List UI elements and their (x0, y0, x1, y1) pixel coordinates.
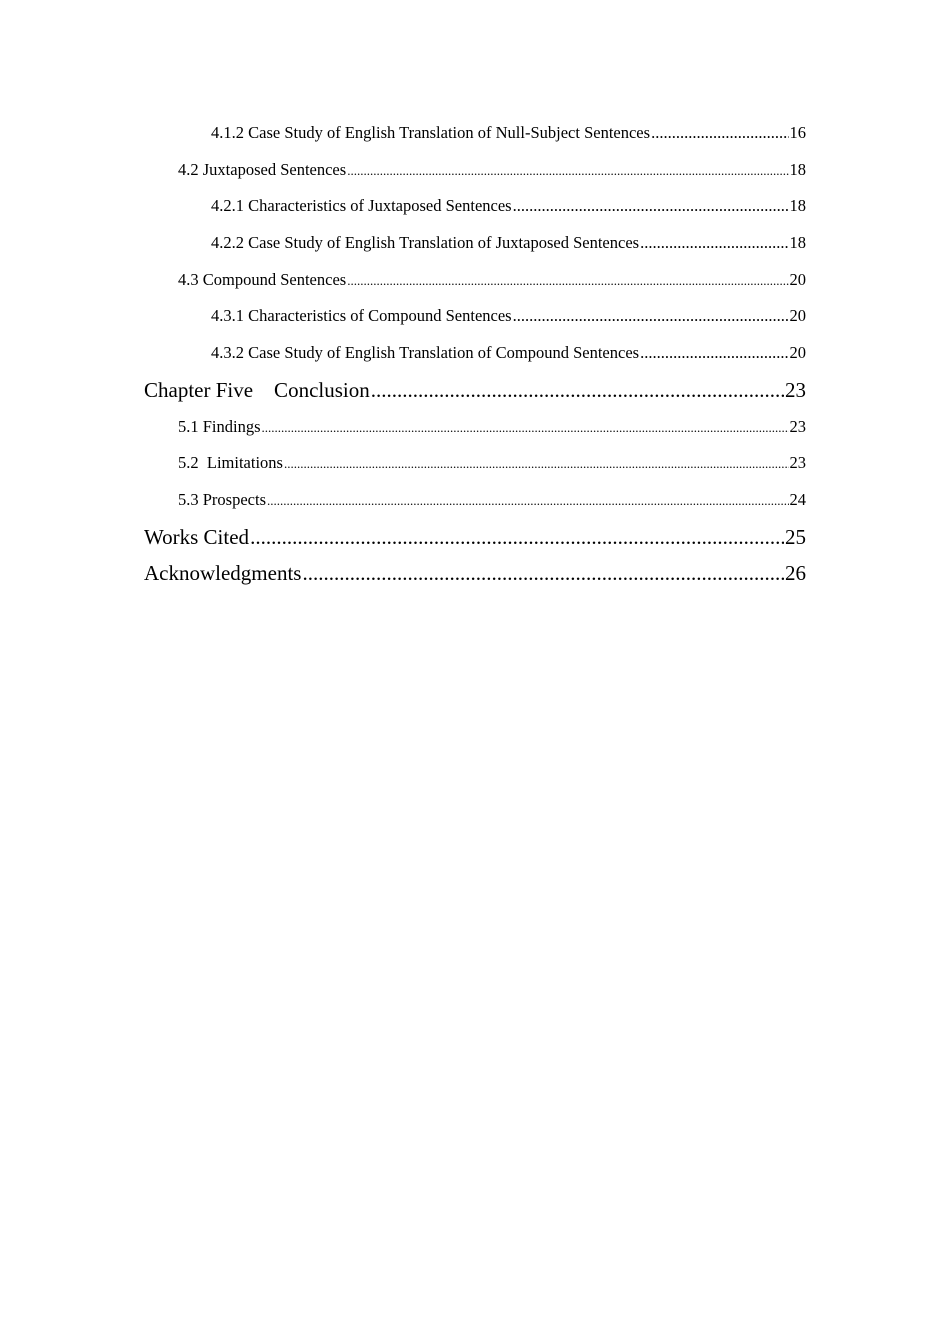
toc-entry-page: 18 (789, 159, 806, 179)
toc-entry-page: 25 (785, 524, 806, 549)
toc-entry-title: 4.2 Juxtaposed Sentences (178, 159, 347, 179)
toc-entry-page: 16 (789, 123, 806, 142)
toc-entry-works-cited[interactable] (144, 524, 806, 561)
toc-entry-page: 20 (789, 306, 806, 326)
dot-leader (513, 193, 789, 219)
dot-leader (347, 158, 788, 184)
toc-entry-title: 4.3 Compound Sentences (178, 269, 347, 289)
toc-entry-acknowledgments[interactable] (144, 560, 806, 597)
toc-entry-title: 4.2.1 Characteristics of Juxtaposed Sentences (211, 196, 512, 216)
dot-leader (651, 120, 788, 146)
dot-leader (262, 415, 789, 441)
toc-entry-title: Acknowledgments (144, 561, 302, 586)
toc-entry-4-3[interactable] (144, 267, 806, 304)
toc-entry-5-3[interactable] (144, 487, 806, 524)
toc-entry-4-2-2[interactable] (144, 230, 806, 267)
toc-entry-chapter-five[interactable] (144, 377, 806, 414)
toc-entry-page: 23 (789, 453, 806, 473)
toc-entry-4-1-2[interactable] (144, 120, 806, 157)
toc-entry-page: 20 (789, 343, 806, 363)
toc-entry-title: Works Cited (144, 524, 250, 549)
toc-entry-page: 23 (785, 377, 806, 402)
toc-entry-title: 4.1.2 Case Study of English Translation of Null-Subject Sentences (211, 123, 651, 142)
dot-leader (267, 488, 789, 514)
toc-entry-4-3-1[interactable] (144, 303, 806, 340)
toc-entry-page: 18 (789, 196, 806, 216)
dot-leader (640, 340, 788, 366)
dot-leader (302, 560, 784, 586)
toc-entry-4-2[interactable] (144, 157, 806, 194)
dot-leader (371, 377, 784, 403)
table-of-contents (144, 120, 806, 597)
dot-leader (347, 268, 788, 294)
dot-leader (284, 451, 789, 477)
toc-entry-5-1[interactable] (144, 414, 806, 451)
toc-entry-title: 4.2.2 Case Study of English Translation of Juxtaposed Sentences (211, 233, 640, 253)
toc-entry-4-2-1[interactable] (144, 193, 806, 230)
toc-entry-page: 20 (789, 269, 806, 289)
toc-entry-page: 26 (785, 561, 806, 586)
toc-entry-page: 18 (789, 233, 806, 253)
toc-entry-title: 4.3.2 Case Study of English Translation of Compound Sentences (211, 343, 640, 363)
toc-entry-4-3-2[interactable] (144, 340, 806, 377)
toc-entry-title: 4.3.1 Characteristics of Compound Sentences (211, 306, 512, 326)
toc-entry-title: 5.1 Findings (178, 416, 261, 436)
dot-leader (513, 303, 789, 329)
dot-leader (250, 524, 784, 550)
toc-entry-page: 23 (789, 416, 806, 436)
toc-entry-5-2[interactable] (144, 450, 806, 487)
toc-entry-title: 5.3 Prospects (178, 489, 266, 509)
dot-leader (640, 230, 788, 256)
toc-entry-title: 5.2 Limitations (178, 453, 283, 473)
toc-entry-title: Chapter Five Conclusion (144, 377, 370, 402)
toc-entry-page: 24 (789, 489, 806, 509)
